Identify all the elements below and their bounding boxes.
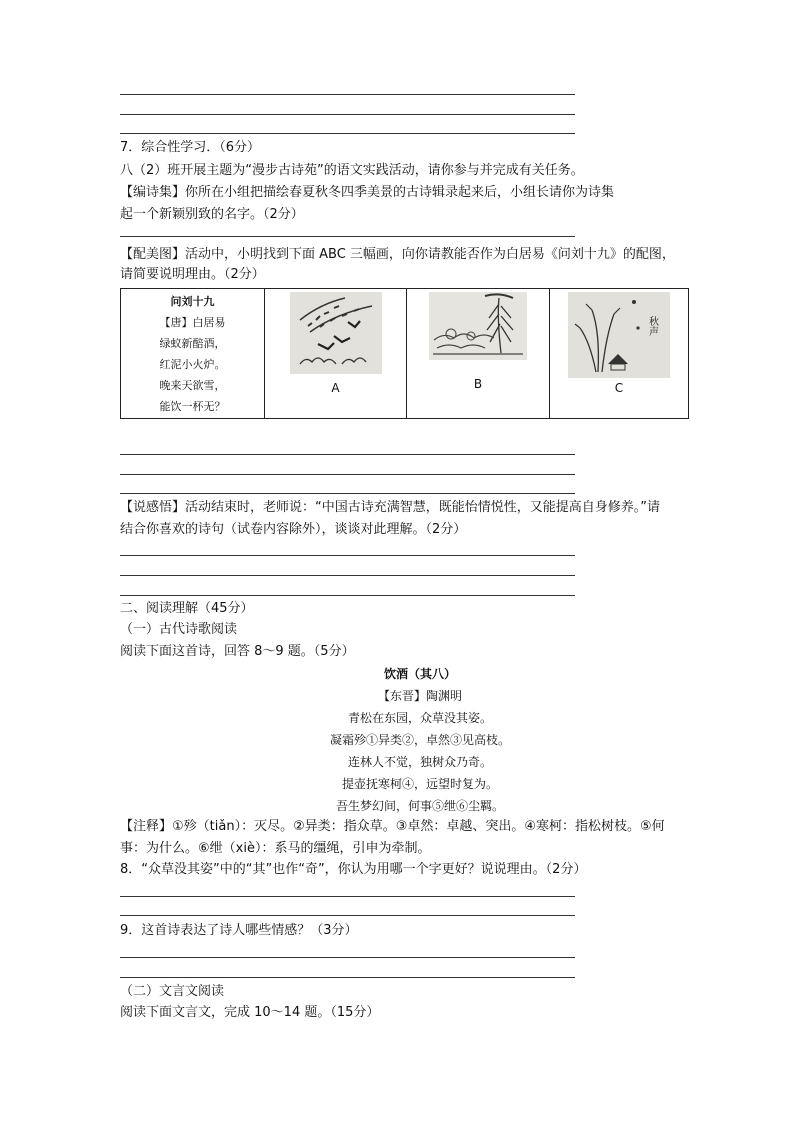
poem2-line: 连林人不觉，独树众乃奇。 — [347, 755, 492, 769]
section2-instruction2: 阅读下面文言文，完成 10～14 题。（15分） — [120, 1005, 380, 1020]
answer-line — [120, 454, 575, 455]
answer-line — [120, 915, 575, 916]
answer-line — [120, 896, 575, 897]
answer-line — [120, 493, 575, 494]
poem2-line: 青松在东园，众草没其姿。 — [347, 711, 492, 725]
answer-line — [120, 94, 575, 95]
q9: 9．这首诗表达了诗人哪些情感？（3分） — [120, 923, 358, 938]
swallows-willow-painting-icon — [290, 292, 382, 374]
poem2-author: 【东晋】陶渊明 — [377, 689, 462, 703]
answer-line — [120, 236, 575, 237]
lotus-pond-willow-painting-icon — [429, 292, 527, 360]
answer-line — [120, 474, 575, 475]
answer-line — [120, 133, 575, 134]
image-cell-c — [550, 289, 689, 419]
image-label-a: A — [331, 381, 340, 395]
poem-title: 问刘十九 — [170, 295, 215, 308]
q8: 8．“众草没其姿”中的“其”也作“奇”，你认为用哪一个字更好？说说理由。（2分） — [120, 862, 587, 877]
answer-line — [120, 575, 575, 576]
poem2-line: 提壶抚寒柯④，远望时复为。 — [341, 777, 498, 791]
answer-line — [120, 555, 575, 556]
q7-task2-line2: 请简要说明理由。（2分） — [120, 267, 265, 282]
note-line1: 【注释】①殄（tiǎn）：灭尽。②异类：指众草。③卓然：卓越、突出。④寒柯：指松树枝。⑤何 — [120, 819, 665, 834]
section2-sub1: （一）古代诗歌阅读 — [120, 622, 238, 637]
poem-line: 晚来天欲雪， — [159, 379, 226, 392]
poem-author: 【唐】白居易 — [159, 316, 226, 329]
poem-cell — [121, 289, 265, 419]
section2-title: 二、阅读理解（45分） — [120, 601, 254, 616]
q7-task3-line1: 【说感悟】活动结束时，老师说：“中国古诗充满智慧，既能怡情悦性，又能提高自身修养。”请 — [120, 500, 660, 515]
poem2-line: 吾生梦幻间，何事⑤绁⑥尘羁。 — [335, 799, 504, 813]
poem2-line: 凝霜殄①异类②，卓然③见高枝。 — [329, 733, 510, 747]
painting-c-caption: 秋声 — [646, 316, 658, 336]
image-label-b: B — [473, 377, 483, 391]
answer-line — [120, 114, 575, 115]
note-line2: 事：为什么。⑥绁（xiè）：系马的缰绳，引申为牵制。 — [120, 841, 431, 856]
q7-task1-line2: 起一个新颖别致的名字。（2分） — [120, 207, 304, 222]
q7-task3-line2: 结合你喜欢的诗句（试卷内容除外），谈谈对此理解。（2分） — [120, 522, 467, 537]
answer-line — [120, 977, 575, 978]
poem-line: 绿蚁新醅酒， — [159, 337, 226, 350]
poem2-title: 饮酒（其八） — [383, 667, 456, 681]
answer-line — [120, 957, 575, 958]
section2-instruction: 阅读下面这首诗，回答 8～9 题。（5分） — [120, 644, 355, 659]
answer-line — [120, 595, 575, 596]
q7-task2-line1: 【配美图】活动中，小明找到下面 ABC 三幅画，向你请教能否作为白居易《问刘十九》的配图， — [120, 247, 675, 262]
poem-line: 红泥小火炉。 — [159, 358, 226, 371]
q7-task1-line1: 【编诗集】你所在小组把描绘春夏秋冬四季美景的古诗辑录起来后，小组长请你为诗集 — [120, 185, 615, 200]
image-cell-a — [265, 289, 407, 419]
q7-intro: 八（2）班开展主题为“漫步古诗苑”的语文实践活动，请你参与并完成有关任务。 — [120, 163, 584, 178]
autumn-hut-painting-icon — [568, 292, 670, 378]
poem-line: 能饮一杯无？ — [159, 400, 226, 413]
q7-title: 7．综合性学习．（6分） — [120, 140, 261, 155]
image-cell-b — [407, 289, 550, 419]
image-label-c: C — [614, 381, 624, 395]
poem-image-table — [120, 288, 689, 419]
section2-sub2: （二）文言文阅读 — [120, 984, 225, 999]
